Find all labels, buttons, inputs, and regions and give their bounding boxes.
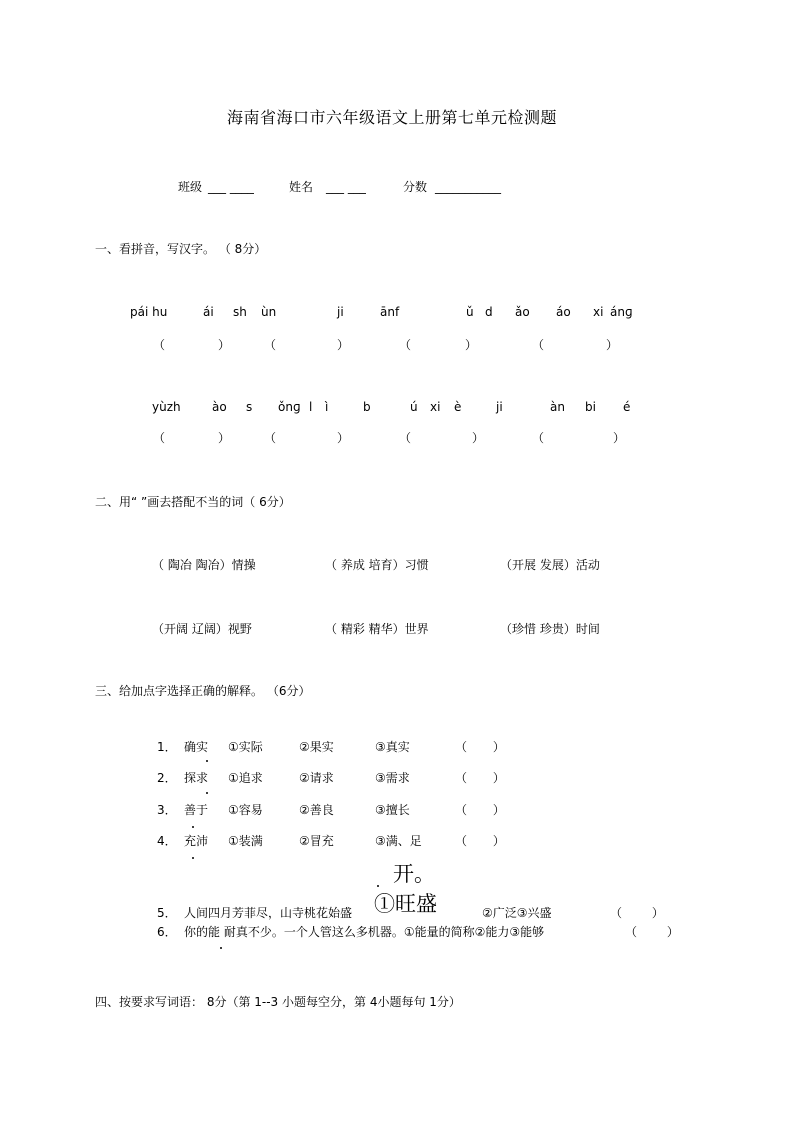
pinyin: ánɡ — [610, 305, 633, 319]
emphasis-dot — [192, 826, 194, 828]
answer-paren: （ ） — [455, 834, 505, 848]
open-paren: （ — [532, 338, 545, 352]
pinyin: ji — [337, 305, 344, 319]
answer-paren: （ ） — [610, 906, 664, 920]
open-paren: （ — [399, 431, 412, 445]
option-2: ②请求 — [299, 771, 334, 785]
name-label: 姓名 — [289, 180, 314, 194]
open-paren: （ — [153, 431, 166, 445]
collocation-item: （开阔 辽阔）视野 — [152, 622, 252, 636]
close-paren: ） — [218, 431, 231, 445]
emphasis-dot — [206, 760, 208, 762]
answer-paren: （ ） — [455, 771, 505, 785]
answer-paren: （ ） — [455, 803, 505, 817]
section-2-heading: 二、用“ ”画去搭配不当的词（ 6分） — [95, 495, 291, 509]
item-word: 确实 — [184, 740, 209, 754]
close-paren: ） — [465, 338, 478, 352]
pinyin: bi — [585, 400, 596, 414]
open-paren: （ — [153, 338, 166, 352]
large-overlay-text: 开。 — [393, 862, 435, 886]
collocation-item: （开展 发展）活动 — [500, 558, 600, 572]
option-1: ①容易 — [228, 803, 263, 817]
answer-paren: （ ） — [455, 740, 505, 754]
class-label: 班级 — [178, 180, 203, 194]
collocation-item: （ 精彩 精华）世界 — [325, 622, 429, 636]
option-2: ②果实 — [299, 740, 334, 754]
option-2: ②善良 — [299, 803, 334, 817]
name-blank: ___ ___ — [326, 180, 366, 194]
open-paren: （ — [264, 338, 277, 352]
pinyin: ǔ — [466, 305, 474, 319]
answer-paren: （ ） — [625, 925, 679, 939]
pinyin: ānf — [380, 305, 400, 319]
close-paren: ） — [613, 431, 626, 445]
pinyin: d — [485, 305, 493, 319]
option-2: ②冒充 — [299, 834, 334, 848]
option-1: ①装满 — [228, 834, 263, 848]
close-paren: ） — [472, 431, 485, 445]
item-number: 2． — [157, 771, 177, 785]
score-label: 分数 — [403, 180, 428, 194]
pinyin: s — [246, 400, 253, 414]
close-paren: ） — [606, 338, 619, 352]
pinyin: ào — [212, 400, 227, 414]
score-blank: ___________ — [435, 180, 501, 194]
pinyin: àn — [550, 400, 565, 414]
pinyin: ái — [203, 305, 214, 319]
pinyin: áo — [556, 305, 571, 319]
pinyin: é — [623, 400, 631, 414]
pinyin: l — [309, 400, 313, 414]
open-paren: （ — [399, 338, 412, 352]
item-word: 充沛 — [184, 834, 209, 848]
option-2: ②广泛③兴盛 — [482, 906, 552, 920]
option-3: ③擅长 — [375, 803, 410, 817]
collocation-item: （ 养成 培育）习惯 — [325, 558, 429, 572]
pinyin: ǎo — [515, 305, 530, 319]
close-paren: ） — [218, 338, 231, 352]
pinyin: b — [363, 400, 371, 414]
open-paren: （ — [264, 431, 277, 445]
item-number: 6． — [157, 925, 177, 939]
option-1: ①追求 — [228, 771, 263, 785]
emphasis-dot — [377, 885, 379, 887]
pinyin: ǒnɡ — [278, 400, 301, 414]
pinyin: ì — [325, 400, 329, 414]
option-1: ①实际 — [228, 740, 263, 754]
pinyin: ji — [496, 400, 503, 414]
pinyin: ùn — [261, 305, 277, 319]
item-text: 人间四月芳菲尽，山寺桃花始盛 — [184, 906, 353, 920]
item-text: 你的能 耐真不少。一个人管这么多机器。①能量的简称②能力③能够 — [184, 925, 545, 939]
pinyin: pái hu — [130, 305, 168, 319]
collocation-item: （珍惜 珍贵）时间 — [500, 622, 600, 636]
emphasis-dot — [192, 857, 194, 859]
item-word: 探求 — [184, 771, 209, 785]
large-overlay-text: ①旺盛 — [374, 892, 437, 916]
section-3-heading: 三、给加点字选择正确的解释。 （6分） — [95, 684, 311, 698]
item-number: 3． — [157, 803, 177, 817]
item-number: 5． — [157, 906, 177, 920]
pinyin: yùzh — [152, 400, 181, 414]
section-1-heading: 一、看拼音，写汉字。 （ 8分） — [95, 242, 267, 256]
emphasis-dot — [206, 792, 208, 794]
pinyin: xi — [593, 305, 604, 319]
option-3: ③满、足 — [375, 834, 422, 848]
option-3: ③需求 — [375, 771, 410, 785]
open-paren: （ — [532, 431, 545, 445]
item-word: 善于 — [184, 803, 209, 817]
page-title: 海南省海口市六年级语文上册第七单元检测题 — [227, 108, 558, 127]
option-3: ③真实 — [375, 740, 410, 754]
pinyin: ú — [410, 400, 418, 414]
item-number: 1． — [157, 740, 177, 754]
pinyin: xi — [430, 400, 441, 414]
emphasis-dot — [220, 947, 222, 949]
close-paren: ） — [337, 338, 350, 352]
collocation-item: （ 陶冶 陶冶）情操 — [152, 558, 256, 572]
pinyin: è — [454, 400, 462, 414]
item-number: 4． — [157, 834, 177, 848]
class-blank: ___ ____ — [208, 180, 254, 194]
section-4-heading: 四、按要求写词语： 8分（第 1--3 小题每空分，第 4小题每句 1分） — [95, 995, 461, 1009]
pinyin: sh — [233, 305, 247, 319]
close-paren: ） — [337, 431, 350, 445]
